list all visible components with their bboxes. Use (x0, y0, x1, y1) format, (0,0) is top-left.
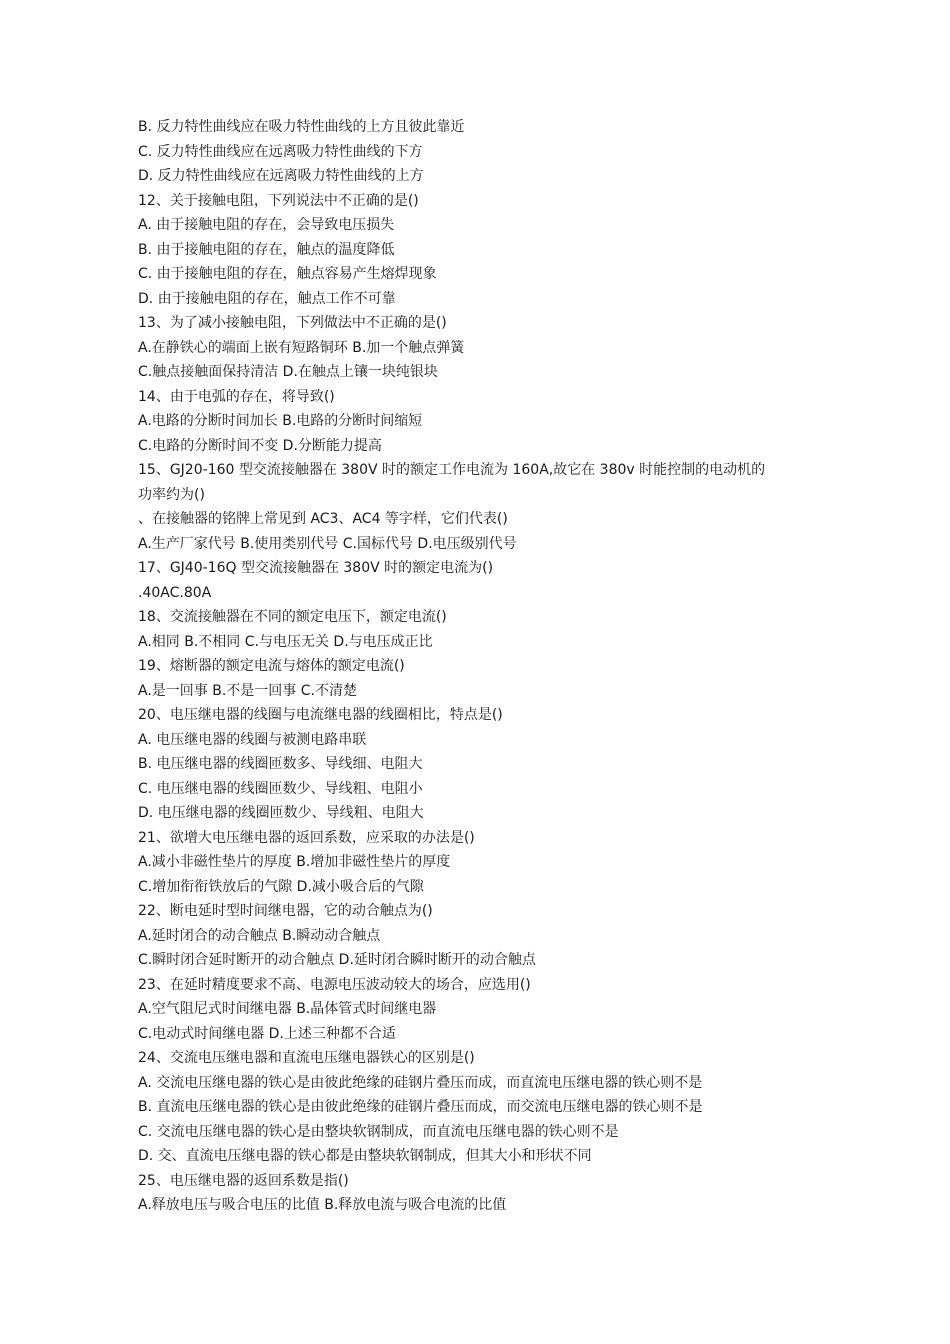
text-line: B. 反力特性曲线应在吸力特性曲线的上方且彼此靠近 (138, 119, 465, 135)
text-line: A.释放电压与吸合电压的比值 B.释放电流与吸合电流的比值 (138, 1197, 507, 1213)
text-line: C. 反力特性曲线应在远离吸力特性曲线的下方 (138, 143, 423, 160)
text-line: C. 电压继电器的线圈匝数少、导线粗、电阻小 (138, 780, 423, 797)
text-line: D. 由于接触电阻的存在，触点工作不可靠 (138, 290, 396, 307)
text-line: A. 电压继电器的线圈与被测电路串联 (138, 731, 367, 748)
text-line: B. 直流电压继电器的铁心是由彼此绝缘的硅钢片叠压而成，而交流电压继电器的铁心则不是 (138, 1099, 703, 1115)
question-12: 12、关于接触电阻，下列说法中不正确的是() (138, 192, 419, 209)
text-line: A.相同 B.不相同 C.与电压无关 D.与电压成正比 (138, 633, 433, 650)
text-line: C.电动式时间继电器 D.上述三种都不合适 (138, 1025, 396, 1042)
text-line: A.延时闭合的动合触点 B.瞬动动合触点 (138, 927, 381, 944)
text-line: A.电路的分断时间加长 B.电路的分断时间缩短 (138, 413, 423, 429)
question-20: 20、电压继电器的线圈与电流继电器的线圈相比，特点是() (138, 707, 503, 723)
text-line: C.瞬时闭合延时断开的动合触点 D.延时闭合瞬时断开的动合触点 (138, 952, 536, 968)
document-body (138, 115, 858, 1218)
text-line: .40AC.80A (138, 584, 212, 601)
question-19: 19、熔断器的额定电流与熔体的额定电流() (138, 658, 405, 674)
text-line: D. 电压继电器的线圈匝数少、导线粗、电阻大 (138, 805, 424, 821)
question-18: 18、交流接触器在不同的额定电压下，额定电流() (138, 609, 447, 625)
text-line: B. 由于接触电阻的存在，触点的温度降低 (138, 241, 395, 258)
text-line: C.触点接触面保持清洁 D.在触点上镶一块纯银块 (138, 364, 438, 380)
question-13: 13、为了减小接触电阻，下列做法中不正确的是() (138, 315, 447, 331)
text-line: A. 由于接触电阻的存在，会导致电压损失 (138, 217, 395, 233)
text-line: A.生产厂家代号 B.使用类别代号 C.国标代号 D.电压级别代号 (138, 535, 517, 552)
text-line: B. 电压继电器的线圈匝数多、导线细、电阻大 (138, 756, 423, 772)
question-21: 21、欲增大电压继电器的返回系数，应采取的办法是() (138, 829, 475, 846)
text-line: D. 反力特性曲线应在远离吸力特性曲线的上方 (138, 168, 424, 184)
question-25: 25、电压继电器的返回系数是指() (138, 1172, 349, 1189)
question-24: 24、交流电压继电器和直流电压继电器铁心的区别是() (138, 1050, 475, 1066)
question-14: 14、由于电弧的存在，将导致() (138, 388, 335, 405)
question-15: 15、GJ20-160 型交流接触器在 380V 时的额定工作电流为 160A,故它在 380v 时能控制的电动机的 (138, 462, 766, 478)
question-17: 17、GJ40-16Q 型交流接触器在 380V 时的额定电流为() (138, 560, 494, 576)
text-line: C. 交流电压继电器的铁心是由整块软钢制成，而直流电压继电器的铁心则不是 (138, 1123, 619, 1140)
question-22: 22、断电延时型时间继电器，它的动合触点为() (138, 903, 433, 919)
question-23: 23、在延时精度要求不高、电源电压波动较大的场合，应选用() (138, 976, 531, 993)
text-line: A.减小非磁性垫片的厚度 B.增加非磁性垫片的厚度 (138, 854, 451, 870)
text-line: C.增加衔衔铁放后的气隙 D.减小吸合后的气隙 (138, 878, 424, 895)
text-line: A.在静铁心的端面上嵌有短路铜环 B.加一个触点弹簧 (138, 339, 465, 356)
text-line: A. 交流电压继电器的铁心是由彼此绝缘的硅钢片叠压而成，而直流电压继电器的铁心则不是 (138, 1074, 703, 1091)
text-line: 功率约为() (138, 486, 205, 503)
question-16: 、在接触器的铭牌上常见到 AC3、AC4 等字样，它们代表() (138, 511, 508, 527)
text-line: D. 交、直流电压继电器的铁心都是由整块软钢制成，但其大小和形状不同 (138, 1148, 592, 1164)
text-line: C. 由于接触电阻的存在，触点容易产生熔焊现象 (138, 266, 437, 282)
text-line: A.空气阻尼式时间继电器 B.晶体管式时间继电器 (138, 1001, 437, 1017)
text-line: C.电路的分断时间不变 D.分断能力提高 (138, 437, 382, 454)
text-line: A.是一回事 B.不是一回事 C.不清楚 (138, 682, 357, 699)
